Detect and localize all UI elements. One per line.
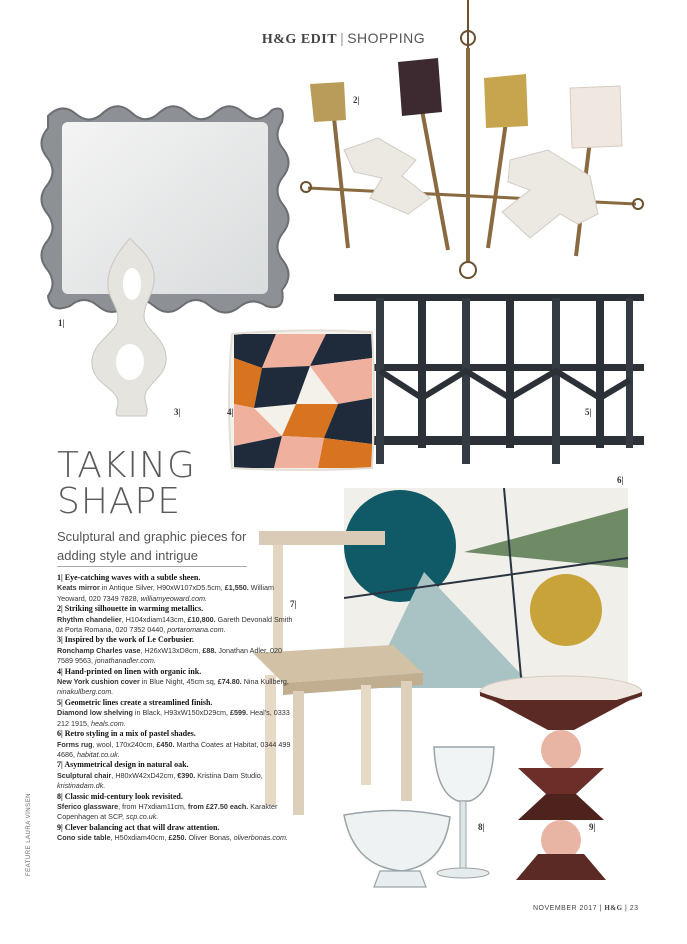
item-source: Kristina Dam Studio, xyxy=(195,770,263,780)
item-source: Karakter Copenhagen at SCP, xyxy=(57,801,278,822)
title-line-2: SHAPE xyxy=(57,481,182,522)
list-item xyxy=(57,667,297,698)
divider xyxy=(57,566,247,567)
item-description: , from H7xdiam11cm, xyxy=(118,801,186,811)
item-website[interactable]: kristinadam.dk. xyxy=(57,781,106,791)
diamond-shelving-image xyxy=(334,290,646,470)
item-heading: 2| Striking silhouette in warming metallics. xyxy=(57,604,204,614)
item-price: €390. xyxy=(177,770,196,780)
item-heading: 5| Geometric lines create a streamlined finish. xyxy=(57,697,213,707)
list-item xyxy=(57,604,297,635)
item-description: in Black, H93xW150xD29cm, xyxy=(132,708,228,718)
item-name: New York cushion cover xyxy=(57,677,140,687)
item-name: Diamond low shelving xyxy=(57,708,133,718)
item-name: Sculptural chair xyxy=(57,770,112,780)
product-number: 4| xyxy=(227,407,234,417)
product-number: 8| xyxy=(478,822,485,832)
page-number: 23 xyxy=(629,905,639,912)
section-name: SHOPPING xyxy=(347,30,426,46)
item-description: , wool, 170x240cm, xyxy=(92,739,155,749)
list-item xyxy=(57,792,297,823)
item-heading: 1| Eye-catching waves with a subtle sheen. xyxy=(57,573,201,582)
feature-credit: FEATURE LAURA VINSEN xyxy=(26,793,32,876)
item-website[interactable]: ninakullberg.com. xyxy=(57,687,114,697)
footer-brand: H&G xyxy=(604,904,623,912)
item-price: £88. xyxy=(202,645,217,655)
item-name: Keats mirror xyxy=(57,583,100,593)
item-name: Rhythm chandelier xyxy=(57,614,122,624)
item-price: £74.80. xyxy=(217,677,242,687)
item-website[interactable]: williamyeoward.com. xyxy=(140,593,207,603)
item-source: Heal's, 0333 212 1915, xyxy=(57,708,290,728)
item-description: in Blue Night, 45cm sq, xyxy=(139,677,216,687)
product-number: 6| xyxy=(617,475,624,485)
item-description: , H50xdiam40cm, xyxy=(110,833,167,843)
sferico-glassware-image xyxy=(340,745,500,895)
item-price: £250. xyxy=(168,833,187,843)
item-price: £10,800. xyxy=(187,614,216,624)
product-number: 9| xyxy=(589,822,596,832)
item-price: from £27.50 each. xyxy=(187,801,249,811)
sculptural-vase-image xyxy=(88,236,172,420)
product-number: 1| xyxy=(58,318,65,328)
item-website[interactable]: oliverbonas.com. xyxy=(233,833,288,843)
item-price: £1,550. xyxy=(224,583,249,593)
item-heading: 6| Retro styling in a mix of pastel shades. xyxy=(57,729,196,739)
page-subtitle: Sculptural and graphic pieces for adding style and intrigue xyxy=(57,529,247,563)
product-number: 5| xyxy=(585,407,592,417)
item-source: Oliver Bonas, xyxy=(186,833,232,843)
item-name: Cono side table xyxy=(57,833,111,843)
item-heading: 3| Inspired by the work of Le Corbusier. xyxy=(57,635,194,645)
cono-side-table-image xyxy=(478,674,644,884)
item-heading: 8| Classic mid-century look revisited. xyxy=(57,791,183,801)
page-title xyxy=(57,445,196,522)
item-name: Sferico glassware xyxy=(57,801,119,811)
cushion-cover-image xyxy=(226,328,378,472)
item-source: Nina Kullberg, xyxy=(241,677,289,687)
issue-date: NOVEMBER 2017 xyxy=(533,905,598,912)
item-website[interactable]: heals.com. xyxy=(90,718,126,728)
product-number: 7| xyxy=(290,599,297,609)
header-separator: | xyxy=(340,30,345,46)
list-item xyxy=(57,823,297,844)
list-item xyxy=(57,573,297,604)
item-description: , H80xW42xD42cm, xyxy=(111,770,176,780)
item-website[interactable]: scp.co.uk. xyxy=(126,812,159,822)
item-heading: 7| Asymmetrical design in natural oak. xyxy=(57,760,189,770)
item-price: £599. xyxy=(229,708,248,718)
product-number: 2| xyxy=(353,95,360,105)
item-description: , H104xdiam143cm, xyxy=(121,614,186,624)
list-item xyxy=(57,698,297,729)
item-heading: 9| Clever balancing act that will draw attention. xyxy=(57,822,220,832)
item-description: , H26xW13xD8cm, xyxy=(140,645,201,655)
title-line-1: TAKING xyxy=(57,445,196,486)
item-source: Jonathan Adler, 020 7589 9563, xyxy=(57,645,282,666)
item-source: Martha Coates at Habitat, 0344 499 4686, xyxy=(57,739,291,759)
page-footer: NOVEMBER 2017 | H&G | 23 xyxy=(533,904,639,912)
item-website[interactable]: habitat.co.uk. xyxy=(77,749,120,759)
product-list xyxy=(57,573,297,844)
item-heading: 4| Hand-printed on linen with organic ink. xyxy=(57,666,202,676)
item-website[interactable]: jonathanadler.com. xyxy=(94,656,156,666)
list-item xyxy=(57,760,297,791)
item-description: in Antique Silver, H90xW107xD5.5cm, xyxy=(99,583,223,593)
item-source: William Yeoward, 020 7349 7828, xyxy=(57,583,274,603)
item-name: Forms rug xyxy=(57,739,93,749)
list-item xyxy=(57,729,297,760)
product-number: 3| xyxy=(174,407,181,417)
item-name: Ronchamp Charles vase xyxy=(57,645,141,655)
item-price: £450. xyxy=(156,739,175,749)
magazine-brand: H&G EDIT xyxy=(261,32,338,47)
rhythm-chandelier-image xyxy=(298,0,648,282)
item-source: Gareth Devonald Smith at Porta Romana, 020 7352 0440, xyxy=(57,614,293,635)
item-website[interactable]: portaromana.com. xyxy=(167,625,226,635)
list-item xyxy=(57,635,297,666)
